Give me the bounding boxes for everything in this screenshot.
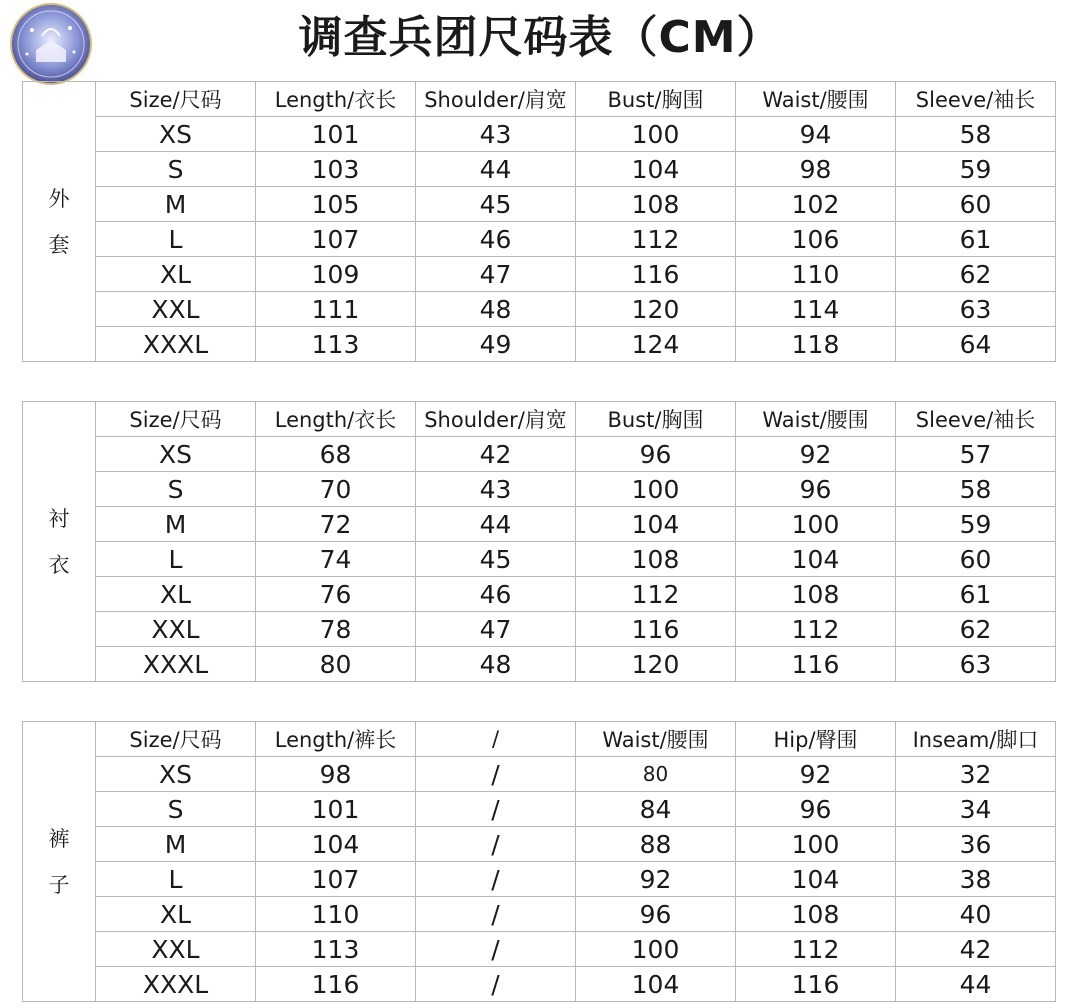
value-cell: 59 <box>896 152 1056 187</box>
table-row <box>23 292 1056 327</box>
value-cell: 88 <box>576 827 736 862</box>
value-cell: 111 <box>256 292 416 327</box>
table-row <box>23 967 1056 1002</box>
value-cell: 63 <box>896 292 1056 327</box>
column-header: Bust/胸围 <box>576 402 736 437</box>
value-cell: 101 <box>256 117 416 152</box>
size-cell: L <box>96 222 256 257</box>
category-char: 子 <box>48 872 70 897</box>
table-row <box>23 792 1056 827</box>
value-cell: 113 <box>256 327 416 362</box>
column-header: Sleeve/袖长 <box>896 402 1056 437</box>
size-cell: L <box>96 542 256 577</box>
value-cell: 96 <box>736 792 896 827</box>
value-cell: 116 <box>576 257 736 292</box>
table-row <box>23 222 1056 257</box>
value-cell: 60 <box>896 187 1056 222</box>
value-cell: 104 <box>576 152 736 187</box>
size-cell: XL <box>96 897 256 932</box>
size-cell: L <box>96 862 256 897</box>
value-cell: 108 <box>736 897 896 932</box>
category-char: 衣 <box>48 552 70 577</box>
value-cell: 62 <box>896 612 1056 647</box>
value-cell: 120 <box>576 647 736 682</box>
category-label <box>23 402 96 682</box>
size-cell: XS <box>96 437 256 472</box>
category-char: 套 <box>48 232 70 257</box>
category-char: 裤 <box>48 826 70 851</box>
table-row <box>23 507 1056 542</box>
value-cell: 43 <box>416 117 576 152</box>
size-cell: M <box>96 187 256 222</box>
size-cell: XXXL <box>96 967 256 1002</box>
value-cell: 40 <box>896 897 1056 932</box>
value-cell: 47 <box>416 612 576 647</box>
value-cell: 48 <box>416 647 576 682</box>
value-cell: 46 <box>416 577 576 612</box>
size-cell: S <box>96 792 256 827</box>
table-row <box>23 827 1056 862</box>
column-header: Sleeve/袖长 <box>896 82 1056 117</box>
value-cell: 104 <box>736 542 896 577</box>
value-cell: 43 <box>416 472 576 507</box>
table-row <box>23 862 1056 897</box>
table-row <box>23 577 1056 612</box>
table-row <box>23 472 1056 507</box>
value-cell: 44 <box>896 967 1056 1002</box>
value-cell: 107 <box>256 222 416 257</box>
value-cell: 59 <box>896 507 1056 542</box>
value-cell: 100 <box>736 507 896 542</box>
value-cell: 118 <box>736 327 896 362</box>
value-cell: 42 <box>896 932 1056 967</box>
value-cell: 61 <box>896 577 1056 612</box>
column-header: Shoulder/肩宽 <box>416 82 576 117</box>
header-row <box>23 722 1056 757</box>
header-row <box>23 82 1056 117</box>
value-cell: 116 <box>736 647 896 682</box>
value-cell: 60 <box>896 542 1056 577</box>
size-cell: M <box>96 507 256 542</box>
value-cell: 112 <box>576 222 736 257</box>
value-cell: 62 <box>896 257 1056 292</box>
pants-size-table <box>22 721 1056 1002</box>
value-cell: 112 <box>736 612 896 647</box>
value-cell: 120 <box>576 292 736 327</box>
size-cell: XXXL <box>96 327 256 362</box>
column-header: Bust/胸围 <box>576 82 736 117</box>
column-header: Waist/腰围 <box>736 402 896 437</box>
size-cell: S <box>96 152 256 187</box>
size-cell: XL <box>96 577 256 612</box>
value-cell: 74 <box>256 542 416 577</box>
size-cell: XXL <box>96 612 256 647</box>
value-cell: 76 <box>256 577 416 612</box>
value-cell: 32 <box>896 757 1056 792</box>
table-row <box>23 612 1056 647</box>
size-cell: S <box>96 472 256 507</box>
value-cell: 96 <box>736 472 896 507</box>
value-cell: 104 <box>736 862 896 897</box>
value-cell: 45 <box>416 542 576 577</box>
size-cell: XXXL <box>96 647 256 682</box>
value-cell: 108 <box>736 577 896 612</box>
column-header: Length/衣长 <box>256 402 416 437</box>
column-header: Shoulder/肩宽 <box>416 402 576 437</box>
value-cell: 63 <box>896 647 1056 682</box>
size-cell: XS <box>96 117 256 152</box>
column-header: Length/裤长 <box>256 722 416 757</box>
value-cell: 68 <box>256 437 416 472</box>
column-header: Waist/腰围 <box>736 82 896 117</box>
category-label <box>23 722 96 1002</box>
table-row <box>23 647 1056 682</box>
value-cell: 92 <box>576 862 736 897</box>
value-cell: 103 <box>256 152 416 187</box>
value-cell: 58 <box>896 117 1056 152</box>
column-header: Size/尺码 <box>96 402 256 437</box>
value-cell: 102 <box>736 187 896 222</box>
category-char: 外 <box>48 186 70 211</box>
value-cell: 110 <box>256 897 416 932</box>
value-cell: 48 <box>416 292 576 327</box>
table-row <box>23 437 1056 472</box>
column-header: Inseam/脚口 <box>896 722 1056 757</box>
value-cell: / <box>416 757 576 792</box>
column-header: Length/衣长 <box>256 82 416 117</box>
shirt-size-table <box>22 401 1056 682</box>
value-cell: 112 <box>576 577 736 612</box>
value-cell: 98 <box>256 757 416 792</box>
value-cell: / <box>416 932 576 967</box>
size-cell: XS <box>96 757 256 792</box>
value-cell: 104 <box>576 967 736 1002</box>
value-cell: / <box>416 862 576 897</box>
value-cell: 36 <box>896 827 1056 862</box>
value-cell: 108 <box>576 187 736 222</box>
value-cell: 124 <box>576 327 736 362</box>
value-cell: 104 <box>256 827 416 862</box>
table-row <box>23 152 1056 187</box>
value-cell: 98 <box>736 152 896 187</box>
value-cell: 45 <box>416 187 576 222</box>
value-cell: 38 <box>896 862 1056 897</box>
value-cell: / <box>416 827 576 862</box>
value-cell: 44 <box>416 152 576 187</box>
value-cell: 42 <box>416 437 576 472</box>
value-cell: / <box>416 792 576 827</box>
value-cell: 92 <box>736 437 896 472</box>
value-cell: / <box>416 897 576 932</box>
size-cell: XXL <box>96 932 256 967</box>
value-cell: 92 <box>736 757 896 792</box>
value-cell: 114 <box>736 292 896 327</box>
value-cell: 70 <box>256 472 416 507</box>
table-row <box>23 897 1056 932</box>
value-cell: 116 <box>736 967 896 1002</box>
table-row <box>23 117 1056 152</box>
value-cell: 57 <box>896 437 1056 472</box>
value-cell: 104 <box>576 507 736 542</box>
table-row <box>23 757 1056 792</box>
value-cell: 58 <box>896 472 1056 507</box>
value-cell: 72 <box>256 507 416 542</box>
value-cell: 49 <box>416 327 576 362</box>
value-cell: 116 <box>256 967 416 1002</box>
table-row <box>23 187 1056 222</box>
value-cell: 113 <box>256 932 416 967</box>
category-label <box>23 82 96 362</box>
value-cell: 106 <box>736 222 896 257</box>
value-cell: 34 <box>896 792 1056 827</box>
value-cell: 61 <box>896 222 1056 257</box>
jacket-size-table <box>22 81 1056 362</box>
column-header: / <box>416 722 576 757</box>
value-cell: / <box>416 967 576 1002</box>
table-row <box>23 542 1056 577</box>
value-cell: 84 <box>576 792 736 827</box>
value-cell: 107 <box>256 862 416 897</box>
value-cell: 100 <box>736 827 896 862</box>
size-cell: M <box>96 827 256 862</box>
table-row <box>23 932 1056 967</box>
value-cell: 101 <box>256 792 416 827</box>
category-char: 衬 <box>48 506 70 531</box>
value-cell: 80 <box>576 757 736 792</box>
column-header: Size/尺码 <box>96 82 256 117</box>
column-header: Waist/腰围 <box>576 722 736 757</box>
value-cell: 78 <box>256 612 416 647</box>
column-header: Hip/臀围 <box>736 722 896 757</box>
value-cell: 100 <box>576 932 736 967</box>
column-header: Size/尺码 <box>96 722 256 757</box>
size-cell: XXL <box>96 292 256 327</box>
value-cell: 44 <box>416 507 576 542</box>
table-row <box>23 327 1056 362</box>
value-cell: 109 <box>256 257 416 292</box>
value-cell: 110 <box>736 257 896 292</box>
value-cell: 112 <box>736 932 896 967</box>
value-cell: 94 <box>736 117 896 152</box>
value-cell: 105 <box>256 187 416 222</box>
size-cell: XL <box>96 257 256 292</box>
value-cell: 80 <box>256 647 416 682</box>
value-cell: 96 <box>576 897 736 932</box>
value-cell: 64 <box>896 327 1056 362</box>
value-cell: 108 <box>576 542 736 577</box>
value-cell: 46 <box>416 222 576 257</box>
value-cell: 96 <box>576 437 736 472</box>
value-cell: 100 <box>576 117 736 152</box>
page-title: 调查兵团尺码表（CM） <box>298 12 782 63</box>
header-row <box>23 402 1056 437</box>
value-cell: 47 <box>416 257 576 292</box>
value-cell: 100 <box>576 472 736 507</box>
value-cell: 116 <box>576 612 736 647</box>
table-row <box>23 257 1056 292</box>
